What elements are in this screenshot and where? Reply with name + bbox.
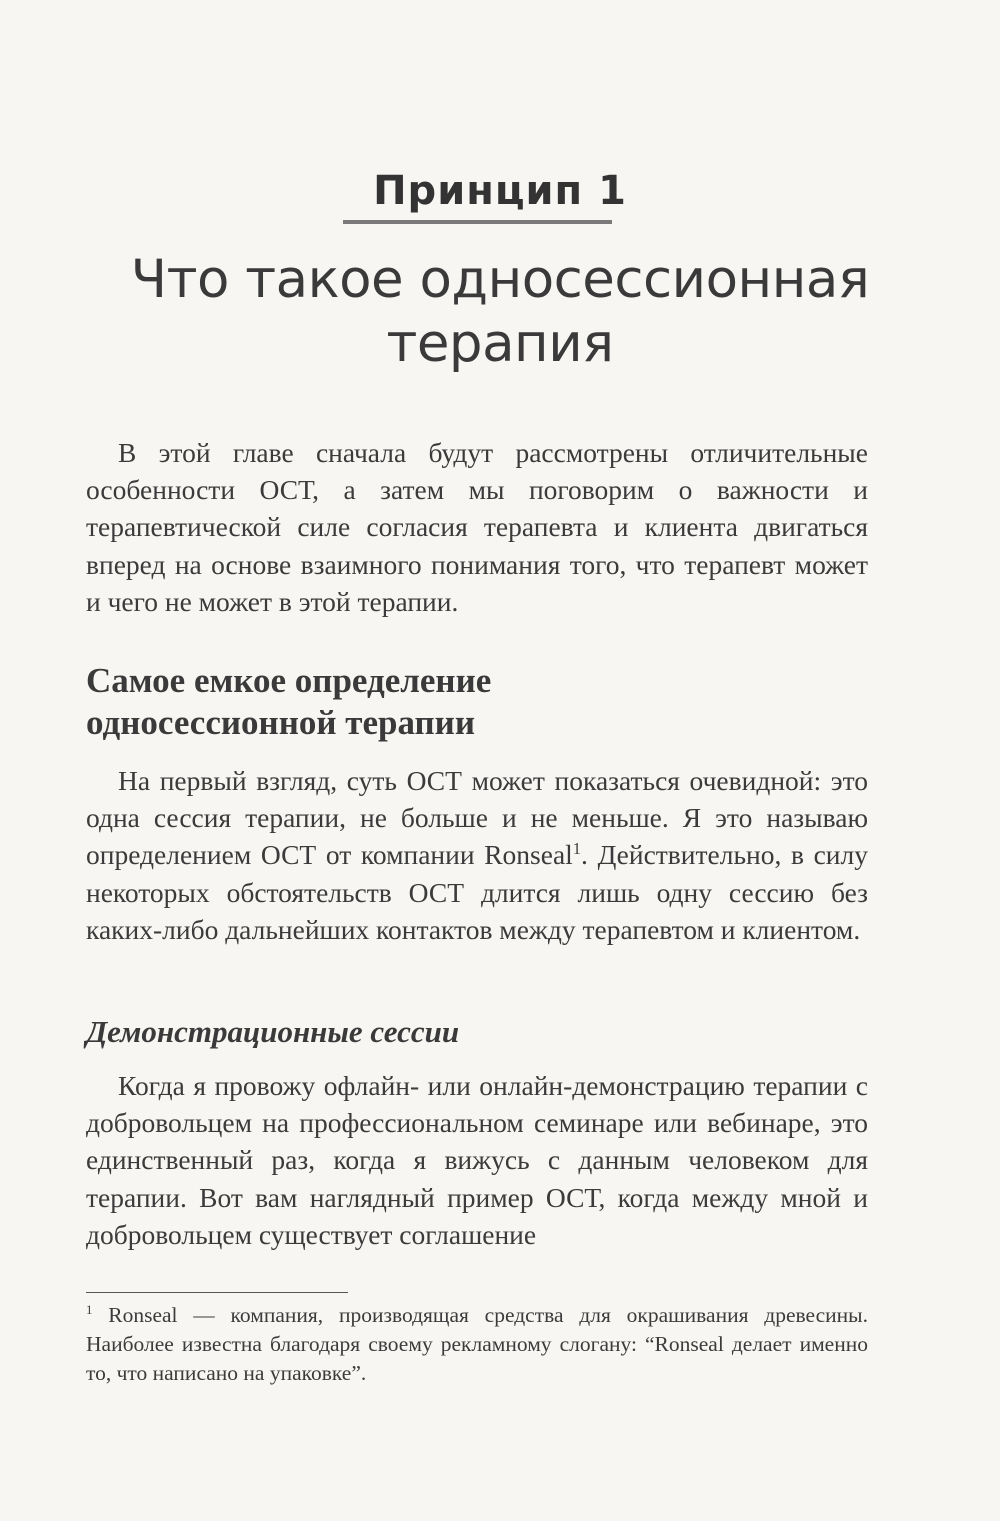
footnote-number: 1 — [86, 1302, 93, 1317]
definition-text-part-2: . Действительно, в силу некоторых обстоятельств ОСТ длится лишь одну сессию без каких-либо дальнейших контактов между терапевтом и клиентом. — [86, 839, 868, 945]
subsection-heading: Демонстрационные сессии — [86, 1014, 460, 1049]
section-heading-line-1: Самое емкое определение — [86, 661, 492, 700]
chapter-label: Принцип 1 — [373, 168, 627, 214]
definition-paragraph — [86, 762, 868, 948]
demo-sessions-paragraph: Когда я провожу офлайн- или онлайн-демонстрацию терапии с добровольцем на профессиональном семинаре или вебинаре, это единственный раз, когда я вижусь с данным человеком для терапии. Вот вам наглядный пример ОСТ, когда между мной и добровольцем существует соглашение — [86, 1070, 868, 1250]
chapter-title-line-1: Что такое односессионная — [130, 249, 870, 310]
chapter-title-line-2: терапия — [386, 313, 614, 374]
footnote — [86, 1301, 868, 1388]
chapter-label-underline — [343, 220, 612, 224]
definition-text-part-1: На первый взгляд, суть ОСТ может показаться очевидной: это одна сессия терапии, не больше и не меньше. Я это называю определением ОСТ от компании Ronseal — [86, 765, 868, 871]
section-heading — [86, 660, 886, 744]
footnote-separator — [86, 1292, 348, 1293]
intro-paragraph: В этой главе сначала будут рассмотрены отличительные особенности ОСТ, а затем мы поговорим о важности и терапевтической силе согласия терапевта и клиента двигаться вперед на основе взаимного понимания того, что терапевт может и чего не может в этой терапии. — [86, 437, 868, 617]
section-heading-line-2: односессионной терапии — [86, 703, 475, 742]
footnote-reference: 1 — [572, 839, 582, 859]
chapter-title — [0, 248, 1000, 376]
footnote-text: Ronseal — компания, производящая средства для окрашивания древесины. Наиболее известна благодаря своему рекламному слогану: “Ronseal делает именно то, что написано на упаковке”. — [86, 1303, 868, 1385]
